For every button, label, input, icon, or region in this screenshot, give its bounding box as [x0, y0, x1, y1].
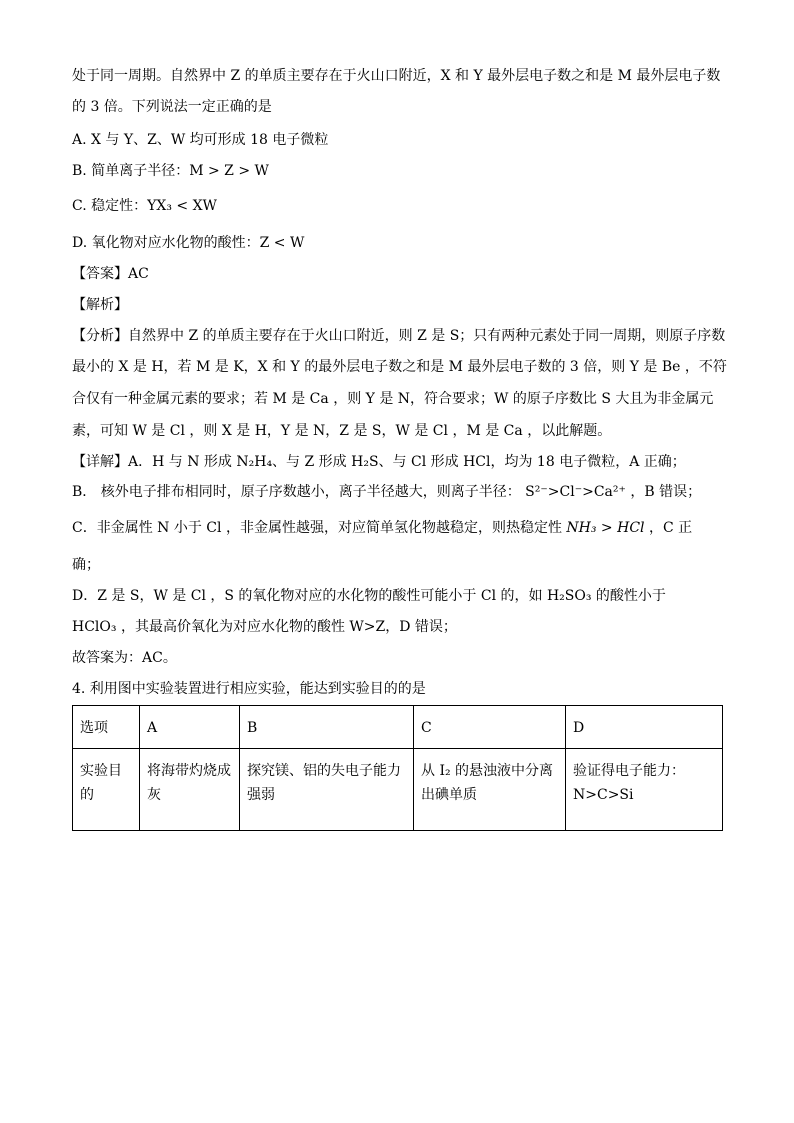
- header-cell-d: D: [566, 706, 723, 749]
- xiangjie-c-text-post: ，C 正: [644, 520, 693, 536]
- header-cell-b: B: [240, 706, 414, 749]
- header-cell-option: 选项: [73, 706, 140, 749]
- xiangjie-c-line-1: [72, 518, 692, 538]
- analysis-heading: 【解析】: [72, 297, 128, 313]
- table-header-row: [73, 706, 723, 749]
- row-label-cell: 实验目的: [73, 749, 140, 831]
- xiangjie-b-line: B． 核外电子排布相同时，原子序数越小，离子半径越大，则离子半径： S²⁻>Cl⁻>Ca²⁺ ，B 错误；: [72, 484, 702, 500]
- q4-stem: 4. 利用图中实验装置进行相应实验，能达到实验目的的是: [72, 681, 426, 697]
- cell-d: 验证得电子能力：N>C>Si: [566, 749, 723, 831]
- cell-c: 从 I₂ 的悬浊液中分离出碘单质: [414, 749, 566, 831]
- final-answer: 故答案为：AC。: [72, 650, 177, 666]
- q3-option-a: A. X 与 Y、Z、W 均可形成 18 电子微粒: [72, 132, 329, 148]
- table-row: [73, 749, 723, 831]
- header-cell-a: A: [140, 706, 240, 749]
- experiment-table: [72, 705, 723, 831]
- xiangjie-a-line: 【详解】A．H 与 N 形成 N₂H₄、与 Z 形成 H₂S、与 Cl 形成 HCl，均为 18 电子微粒，A 正确；: [72, 454, 686, 470]
- fenxi-line-2: 最小的 X 是 H，若 M 是 K，X 和 Y 的最外层电子数之和是 M 最外层电子数的 3 倍，则 Y 是 Be ，不符: [72, 359, 727, 375]
- xiangjie-d-line-2: HClO₃ ，其最高价氧化为对应水化物的酸性 W>Z，D 错误；: [72, 619, 457, 635]
- answer-line: 【答案】AC: [72, 266, 149, 282]
- q3-stem-line-2: 的 3 倍。下列说法一定正确的是: [72, 99, 272, 115]
- xiangjie-c-formula: NH₃ > HCl: [566, 520, 645, 536]
- fenxi-line-3: 合仅有一种金属元素的要求；若 M 是 Ca ，则 Y 是 N，符合要求；W 的原子序数比 S 大且为非金属元: [72, 391, 714, 407]
- xiangjie-c-line-2: 确；: [72, 557, 100, 573]
- header-cell-c: C: [414, 706, 566, 749]
- cell-a: 将海带灼烧成灰: [140, 749, 240, 831]
- xiangjie-d-line-1: D．Z 是 S，W 是 Cl ，S 的氧化物对应的水化物的酸性可能小于 Cl 的，如 H₂SO₃ 的酸性小于: [72, 588, 666, 604]
- xiangjie-c-text-pre: C．非金属性 N 小于 Cl ，非金属性越强，对应简单氢化物越稳定，则热稳定性: [72, 520, 567, 536]
- cell-b: 探究镁、铝的失电子能力强弱: [240, 749, 414, 831]
- fenxi-line-1: 【分析】自然界中 Z 的单质主要存在于火山口附近，则 Z 是 S；只有两种元素处于同一周期，则原子序数: [72, 328, 726, 344]
- fenxi-line-4: 素，可知 W 是 Cl ，则 X 是 H，Y 是 N，Z 是 S，W 是 Cl ，M 是 Ca ，以此解题。: [72, 423, 612, 439]
- q3-option-b: B. 简单离子半径：M > Z > W: [72, 163, 269, 179]
- q3-option-c: C. 稳定性：YX₃ < XW: [72, 198, 217, 214]
- q3-option-d: D. 氧化物对应水化物的酸性：Z < W: [72, 235, 305, 251]
- q3-stem-line-1: 处于同一周期。自然界中 Z 的单质主要存在于火山口附近，X 和 Y 最外层电子数之和是 M 最外层电子数: [72, 68, 721, 84]
